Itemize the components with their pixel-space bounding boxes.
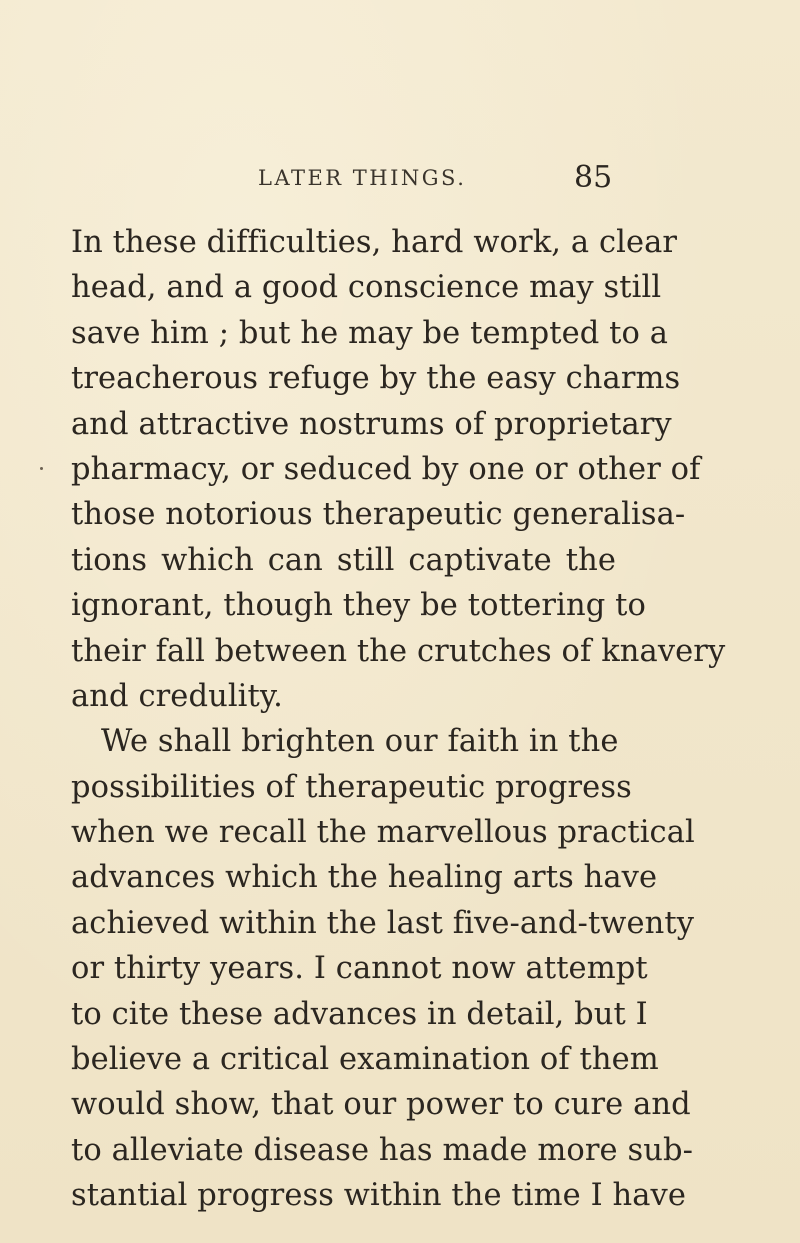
- text-line: head, and a good conscience may still: [71, 270, 662, 306]
- text-line: stantial progress within the time I have: [71, 1178, 687, 1214]
- text-line: their fall between the crutches of knavery: [71, 633, 726, 669]
- text-line: believe a critical examination of them: [71, 1042, 659, 1078]
- text-line: possibilities of therapeutic progress: [71, 769, 632, 805]
- text-line: to alleviate disease has made more sub-: [71, 1132, 693, 1168]
- text-line: In these difficulties, hard work, a clear: [71, 225, 678, 260]
- text-line: to cite these advances in detail, but I: [71, 996, 648, 1032]
- text-line: or thirty years. I cannot now attempt: [71, 951, 648, 987]
- text-line: those notorious therapeutic generalisa-: [71, 497, 686, 533]
- text-line: when we recall the marvellous practical: [71, 815, 695, 851]
- text-line: tions which can still captivate the: [71, 542, 616, 578]
- text-line: treacherous refuge by the easy charms: [71, 361, 681, 397]
- paper-speck: [40, 467, 43, 470]
- text-line: save him ; but he may be tempted to a: [71, 315, 669, 351]
- text-line: and credulity.: [71, 678, 283, 714]
- text-line-paragraph-start: We shall brighten our faith in the: [101, 724, 619, 760]
- body-text: [71, 220, 726, 1219]
- text-line: achieved within the last five-and-twenty: [71, 905, 695, 941]
- text-line: ignorant, though they be tottering to: [71, 588, 646, 624]
- page-number: 85: [574, 160, 613, 195]
- running-title: LATER THINGS.: [258, 166, 467, 190]
- text-line: advances which the healing arts have: [71, 860, 658, 896]
- text-line: would show, that our power to cure and: [71, 1087, 691, 1123]
- text-line: pharmacy, or seduced by one or other of: [71, 451, 701, 487]
- text-line: and attractive nostrums of proprietary: [71, 406, 672, 442]
- page-header: [0, 160, 800, 200]
